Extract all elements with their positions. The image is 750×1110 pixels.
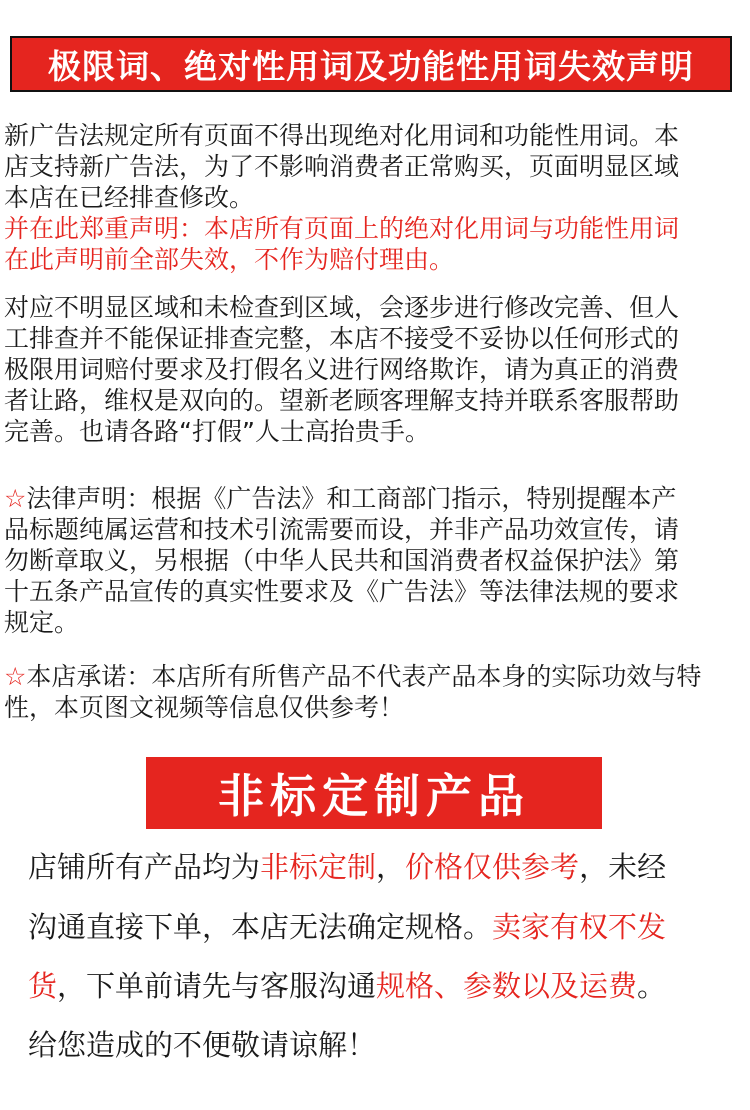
notice-text: 给您造成的不便敬请谅解！ [28, 1028, 377, 1062]
custom-product-title: 非标定制产品 [218, 769, 530, 823]
notice-highlight: 非标定制 [260, 850, 377, 884]
star-icon: ☆ [4, 662, 27, 691]
notice-text: ，下单前请先与客服沟通 [57, 969, 377, 1003]
promise-line-text: 本店承诺：本店所有所售产品不代表产品本身的实际功效与特 [26, 662, 702, 691]
legal-line: 勿断章取义，另根据（中华人民共和国消费者权益保护法》第 [4, 546, 680, 575]
promise-line: 性，本页图文视频等信息仅供参考！ [4, 693, 405, 722]
notice-highlight: 货 [28, 969, 58, 1003]
notice-text: 沟通直接下单，本店无法确定规格。 [28, 910, 493, 944]
notice-highlight: 卖家有权不发 [492, 910, 667, 944]
promise-line [4, 661, 750, 692]
statement-line: 本店在已经排查修改。 [4, 183, 255, 212]
notice-text: ，未经 [579, 850, 667, 884]
disclaimer-title-banner [10, 36, 732, 92]
notice-line-4 [28, 1025, 728, 1065]
legal-line: 规定。 [4, 608, 80, 637]
inspection-line: 对应不明显区域和未检查到区域，会逐步进行修改完善、但人 [4, 293, 680, 322]
statement-paragraph [4, 120, 750, 213]
declaration-line: 并在此郑重声明：本店所有页面上的绝对化用词与功能性用词 [4, 214, 680, 243]
inspection-line: 工排查并不能保证排查完整，本店不接受不妥协以任何形式的 [4, 324, 680, 353]
store-promise-paragraph [4, 661, 750, 723]
notice-highlight: 价格仅供参考 [405, 850, 580, 884]
notice-text: 店铺所有产品均为 [28, 850, 261, 884]
declaration-line: 在此声明前全部失效，不作为赔付理由。 [4, 245, 455, 274]
statement-line: 店支持新广告法，为了不影响消费者正常购买，页面明显区域 [4, 152, 680, 181]
notice-line-1 [28, 847, 728, 887]
solemn-declaration-paragraph [4, 213, 750, 275]
statement-line: 新广告法规定所有页面不得出现绝对化用词和功能性用词。本 [4, 121, 680, 150]
star-icon: ☆ [4, 484, 27, 513]
notice-text: 。 [637, 969, 667, 1003]
legal-line: 品标题纯属运营和技术引流需要而设，并非产品功效宣传，请 [4, 515, 680, 544]
inspection-line: 者让路，维权是双向的。望新老顾客理解支持并联系客服帮助 [4, 386, 680, 415]
notice-text: ， [376, 850, 406, 884]
legal-line: 十五条产品宣传的真实性要求及《广告法》等法律法规的要求 [4, 577, 680, 606]
disclaimer-title: 极限词、绝对性用词及功能性用词失效声明 [48, 46, 694, 86]
custom-product-banner [146, 757, 602, 829]
inspection-line: 完善。也请各路“打假”人士高抬贵手。 [4, 417, 430, 446]
legal-line [4, 483, 750, 514]
notice-highlight: 规格、参数以及运费 [376, 969, 638, 1003]
inspection-line: 极限用词赔付要求及打假名义进行网络欺诈，请为真正的消费 [4, 355, 680, 384]
notice-line-3 [28, 966, 728, 1006]
legal-statement-paragraph [4, 483, 750, 638]
legal-line-text: 法律声明：根据《广告法》和工商部门指示，特别提醒本产 [26, 484, 677, 513]
inspection-paragraph [4, 292, 750, 447]
notice-line-2 [28, 907, 728, 947]
